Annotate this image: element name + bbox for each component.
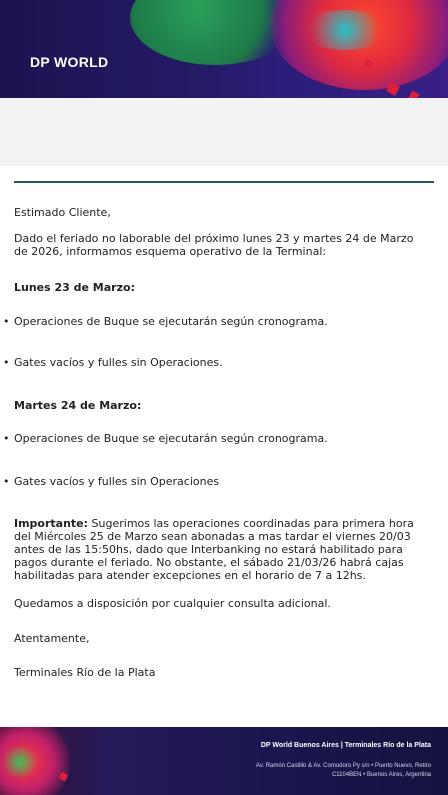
list-item [3,475,423,488]
list-item-text: • Gates vacíos y fulles sin Operaciones [14,475,220,488]
footer-address: Av. Ramón Castillo & Av. Comodoro Py s/n • Puerto Nuevo, Retiro [255,763,431,769]
list-item-text: • Gates vacíos y fulles sin Operaciones. [14,356,223,369]
footer-banner [0,727,448,795]
footer-title: DP World Buenos Aires | Terminales Río de la Plata [260,742,431,749]
dp-world-logo-icon [42,18,72,48]
intro-paragraph: Dado el feriado no laborable del próximo lunes 23 y martes 24 de Marzo de 2026, informamos esquema operativo de la Terminal: [14,232,414,258]
footer-address: C1104BEN • Buenos Aires, Argentina [331,772,431,778]
section-heading: Martes 24 de Marzo: [14,399,142,412]
greeting: Estimado Cliente, [14,206,111,219]
logo-text: DP WORLD [30,54,109,70]
signature: Terminales Río de la Plata [14,666,156,679]
decorative-shape [0,747,40,777]
closing-note: Quedamos a disposición por cualquier consulta adicional. [14,597,331,610]
signoff: Atentamente, [14,632,90,645]
list-item [3,356,423,369]
list-item-text: • Operaciones de Buque se ejecutarán según cronograma. [14,315,328,328]
confetti-shape [409,91,420,98]
important-text: Sugerimos las operaciones coordinadas para primera hora del Miércoles 25 de Marzo sean abonadas a mas tardar el viernes 20/03 antes de las 15:50hs, dado que Interbanking no estará habilitado para pagos durante el feriado. No obstante, el sábado 21/03/26 habrá cajas habilitadas para atender excepciones en el horario de 7 a 12hs. [14,517,414,582]
list-item-text: • Operaciones de Buque se ejecutarán según cronograma. [14,432,328,445]
divider [14,181,434,183]
header-spacer [0,98,448,166]
important-paragraph [14,517,428,582]
section-heading: Lunes 23 de Marzo: [14,281,135,294]
list-item [3,432,423,445]
important-label: Importante: [14,517,89,530]
header-banner [0,0,448,98]
decorative-shape [300,10,390,50]
list-item [3,315,423,328]
